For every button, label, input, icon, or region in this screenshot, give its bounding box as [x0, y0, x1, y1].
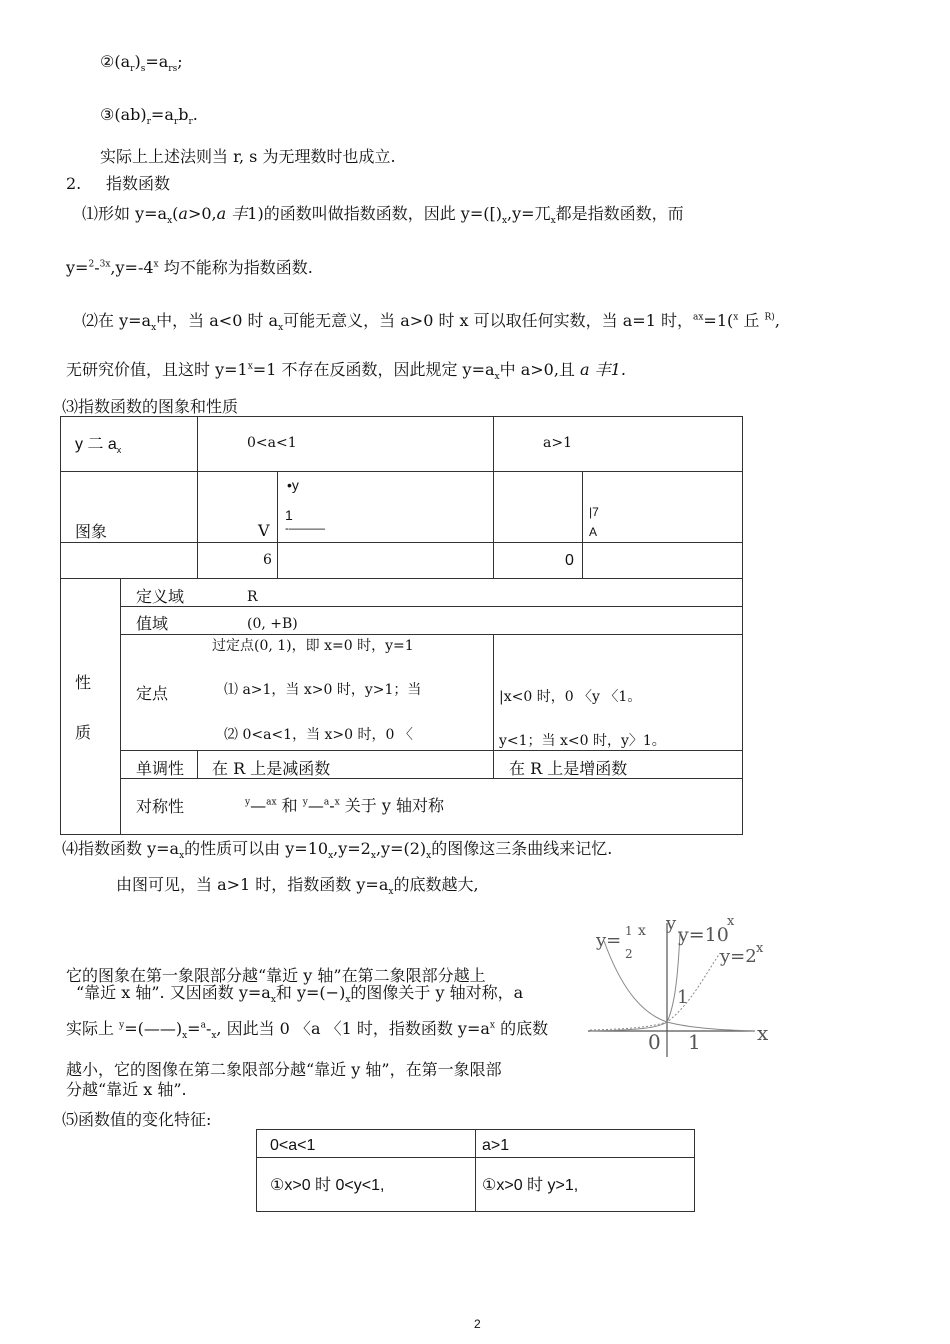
table-head-col1: 0<a<1 [247, 435, 297, 451]
para4-line1: ⑷指数函数 $y=a_x$的性质可以由 $y=10_x,y=2_x,y=(2)_x$的图像这三条曲线来记忆. [62, 839, 613, 862]
fixed-point-right1: |x<0 时，0 〈y 〈1。 [499, 689, 642, 705]
fixed-point-line1: 过定点(0, 1)，即 x=0 时，y=1 [212, 638, 414, 654]
graph-a-mark: A [589, 525, 598, 539]
section-number: 2. [66, 174, 82, 193]
para4-line3: 它的图象在第一象限部分越“靠近 y 轴”在第二象限部分越上 [66, 966, 486, 985]
label-half-x: x [638, 923, 646, 939]
value-table-row1-col1: ①x>0 时 0<y<1, [270, 1177, 385, 1194]
label-y-half: y= [596, 930, 622, 951]
curve-two-x [590, 953, 720, 1030]
para4-line7: 分越“靠近 x 轴”. [66, 1080, 187, 1099]
table-head-col2: a>1 [543, 435, 572, 451]
label-half-den: 2 [625, 947, 633, 961]
fixed-point-label: 定点 [136, 684, 169, 703]
label-y10-exp: x [727, 914, 735, 929]
graph-seven-mark: |7 [589, 505, 599, 519]
symmetry-value: $^y$—$^{ax}$ 和 $^y$—$^a$-$^x$ 关于 y 轴对称 [245, 796, 444, 815]
value-table-head2: a>1 [482, 1137, 510, 1154]
label-y2-exp: x [756, 941, 764, 956]
para1-line2: $y=^2-^{3x},y=-4^x$ 均不能称为指数函数. [66, 258, 313, 277]
para4-line4: “靠近 x 轴”. 又因函数 $y=a_x$和 $y=(-)_x$的图像关于 y 轴对称，a [76, 983, 524, 1006]
monotonicity-col2: 在 R 上是增函数 [509, 759, 628, 778]
domain-value: R [247, 589, 258, 605]
para2-line1: ⑵在 $y=a_x$中，当 a<0 时 $a_x$可能无意义，当 a>0 时 x 可以取任何实数，当 a=1 时，$^{ax}$=1($^x$ 丘 $^{R)}$, [82, 311, 780, 334]
irrational-note: 实际上上述法则当 r, s 为无理数时也成立. [100, 147, 396, 166]
rule-2: $②(a_r)_s=a_{rs}$; [100, 52, 183, 75]
para3-title: ⑶指数函数的图象和性质 [62, 397, 239, 416]
label-x-axis: x [757, 1021, 769, 1045]
graph-zero-mark: 0 [565, 552, 574, 569]
para4-line6: 越小，它的图像在第二象限部分越“靠近 y 轴”，在第一象限部 [66, 1060, 502, 1079]
monotonicity-col1: 在 R 上是减函数 [212, 759, 331, 778]
value-table-head1: 0<a<1 [270, 1137, 316, 1154]
fixed-point-right2: y<1；当 x<0 时，y〉1。 [499, 733, 666, 749]
exponential-curves-figure [580, 905, 780, 1065]
label-half-num: 1 [625, 924, 633, 938]
fixed-point-line3: ⑵ 0<a<1，当 x>0 时，0 〈 [224, 727, 413, 743]
label-one-y: 1 [677, 987, 689, 1008]
para4-line2: 由图可见，当 a>1 时，指数函数 $y=a_x$的底数越大, [116, 875, 479, 898]
value-table-row1-col2: ①x>0 时 y>1, [482, 1177, 579, 1194]
range-value: (0, +B) [247, 616, 298, 632]
label-origin: 0 [648, 1030, 661, 1054]
fixed-point-line2: ⑴ a>1，当 x>0 时，y>1；当 [224, 682, 422, 698]
graph-one-mark: 1 [285, 507, 293, 523]
para2-line2: 无研究价值，且这时 $y=1^x=1$ 不存在反函数，因此规定 $y=a_x$中 a>0,且 a 丰1. [66, 360, 626, 383]
page-number: 2 [474, 1317, 481, 1331]
range-label: 值域 [136, 614, 169, 633]
graph-dash-mark: -——— [285, 521, 325, 535]
para1-line1: ⑴形如 $y=a_x(a>0,a$ 丰1)的函数叫做指数函数，因此 $y=([)_x,y=$兀$_x$都是指数函数，而 [82, 204, 684, 227]
graph-y-mark: •y [287, 477, 299, 493]
property-label-1: 性 [75, 673, 92, 692]
label-y10: y=10 [678, 924, 729, 946]
section-title: 指数函数 [106, 174, 171, 193]
property-label-2: 质 [75, 723, 92, 742]
graph-v-mark: V [258, 521, 270, 540]
monotonicity-label: 单调性 [136, 759, 185, 778]
label-y-axis: y [666, 913, 677, 934]
rule-3: $③(ab)_r=a_rb_r$. [100, 105, 198, 128]
graph-label: 图象 [75, 522, 108, 541]
para5-title: ⑸函数值的变化特征: [62, 1110, 212, 1129]
table-head-function: y 二 $a_x$ [75, 436, 122, 456]
domain-label: 定义域 [136, 587, 185, 606]
para4-line5: 实际上 $^y=(——)_x=^a-_x$, 因此当 0 〈a 〈1 时，指数函数 $y=a^x$ 的底数 [66, 1019, 549, 1042]
graph-six-mark: 6 [263, 552, 272, 568]
label-y2: y=2 [720, 946, 757, 967]
symmetry-label: 对称性 [136, 797, 185, 816]
label-one-x: 1 [688, 1030, 701, 1054]
